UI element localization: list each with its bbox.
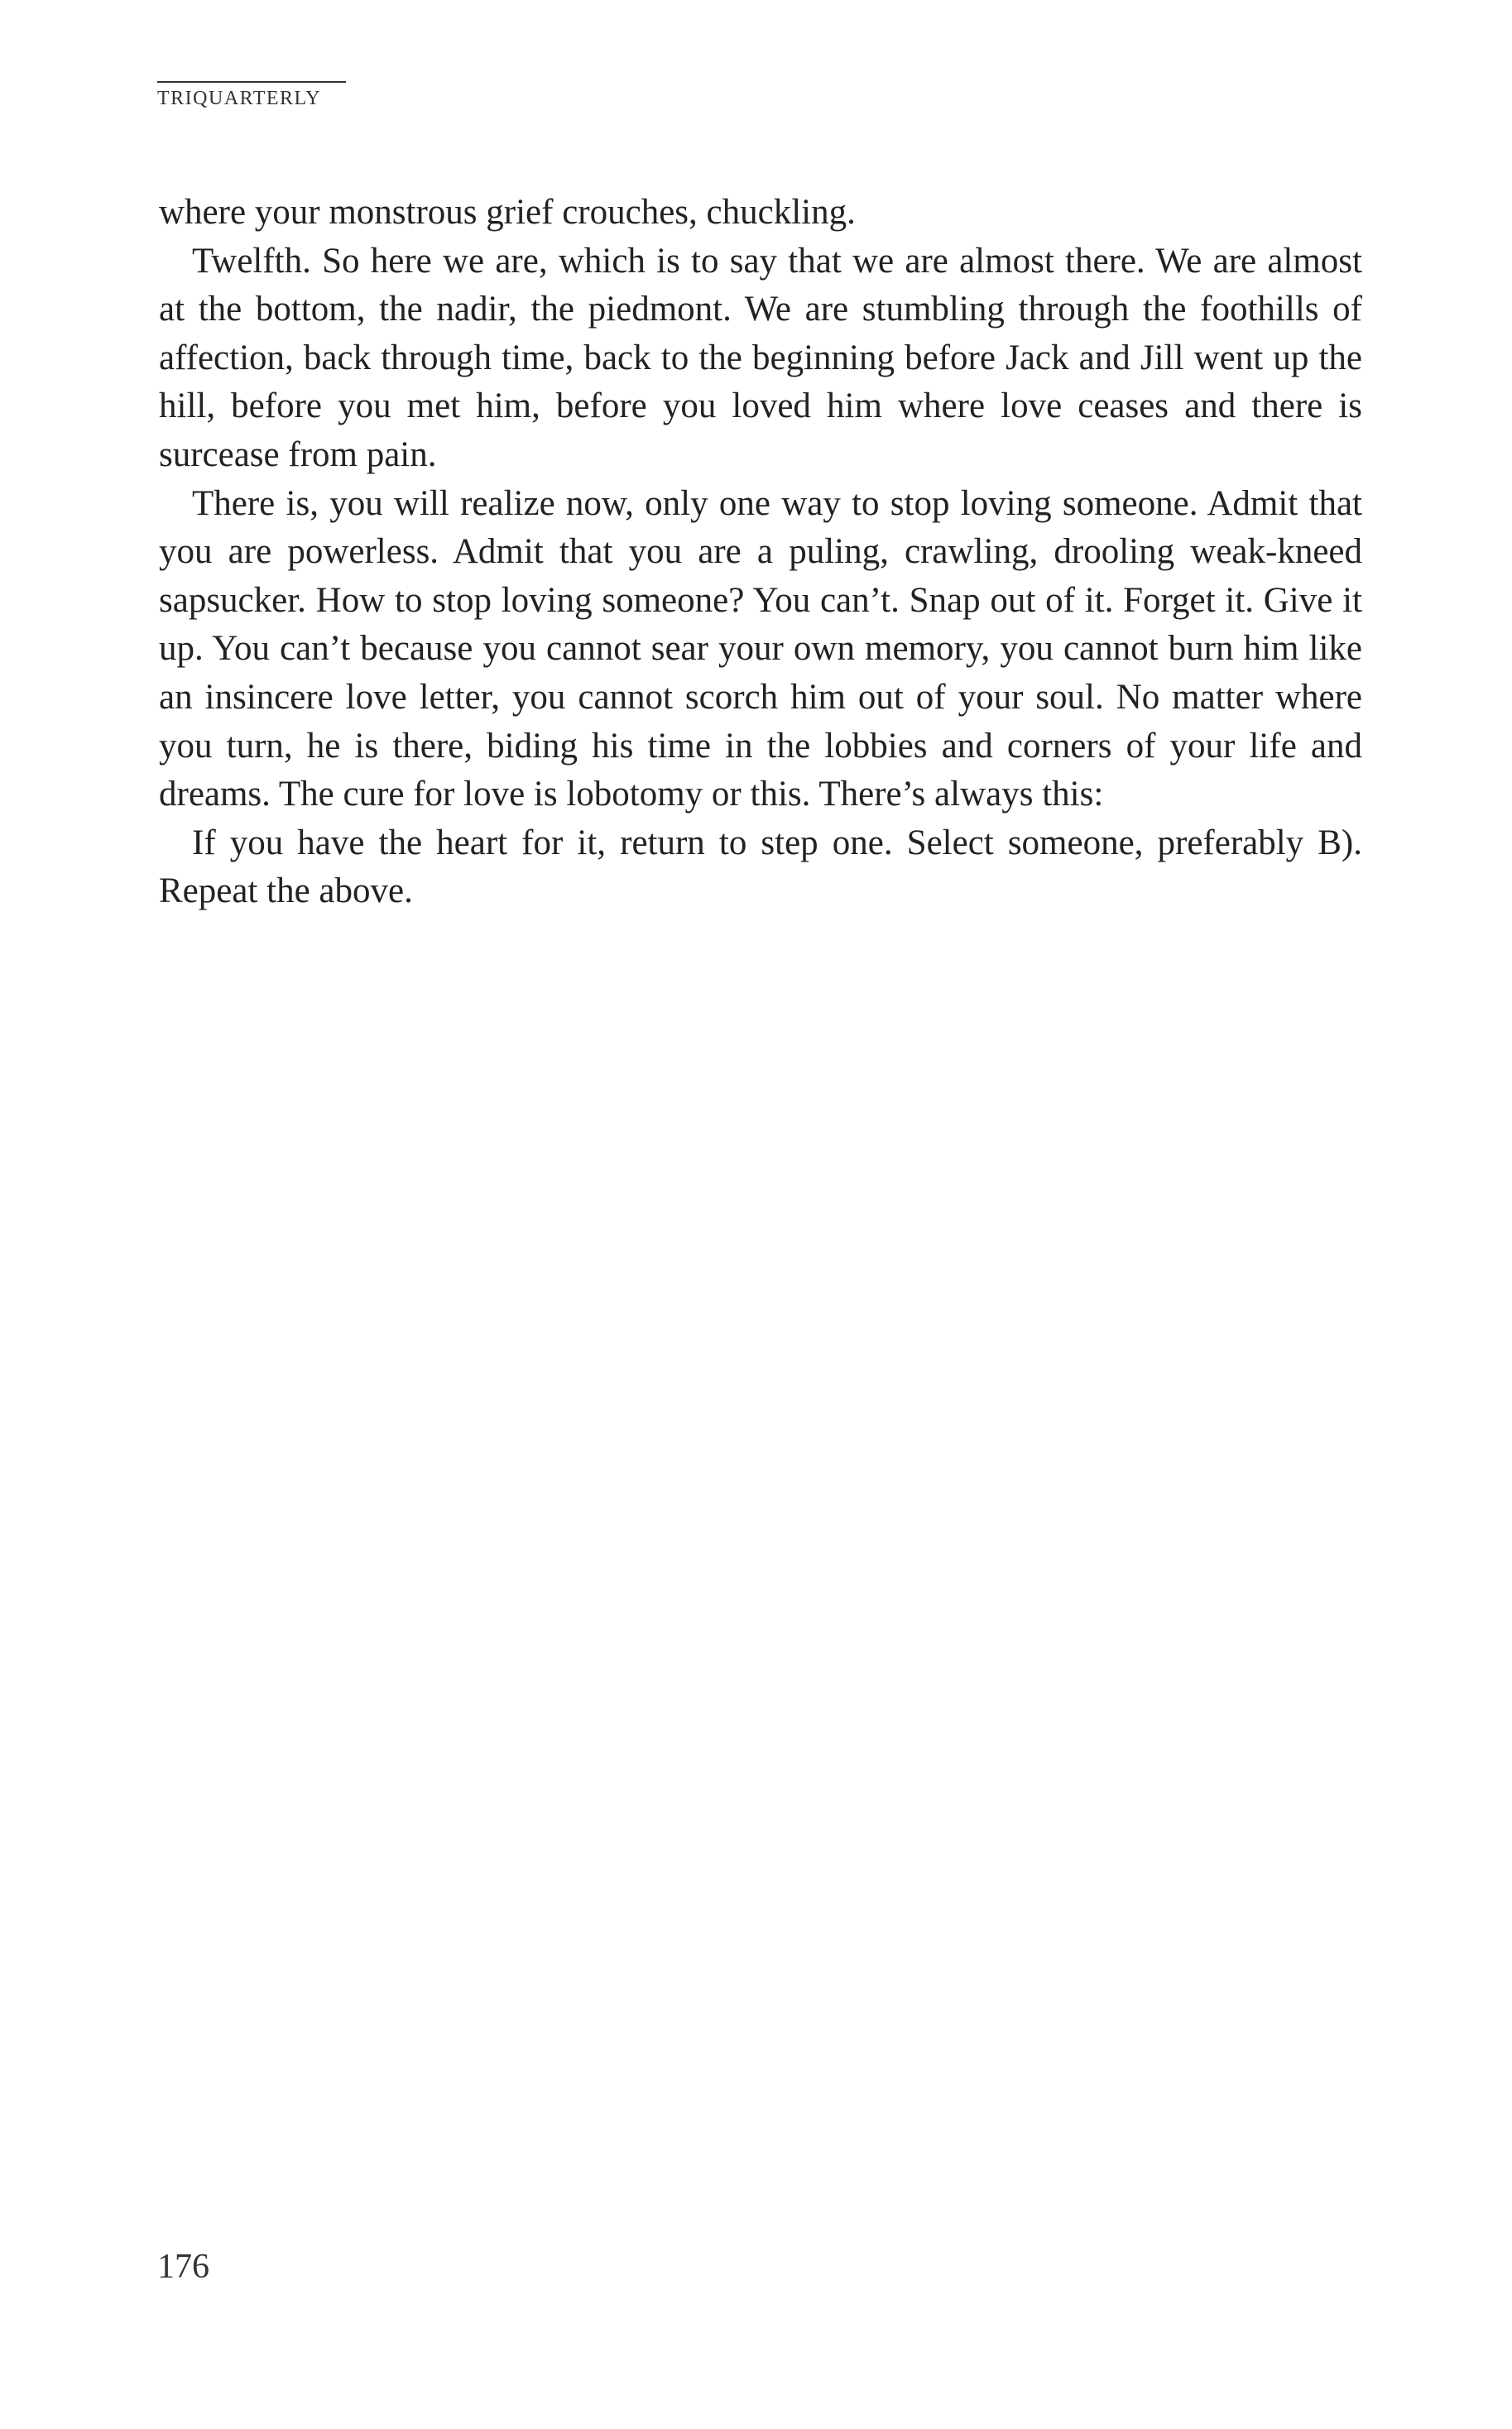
paragraph-continuation: where your monstrous grief crouches, chuckling.: [159, 193, 856, 232]
body-text: [159, 189, 1362, 916]
journal-title: TRIQUARTERLY: [157, 88, 322, 109]
paragraph-repeat: If you have the heart for it, return to step one. Select someone, preferably B). Repeat the above.: [159, 823, 1362, 911]
paragraph-stop-loving: There is, you will realize now, only one way to stop loving someone. Admit that you are powerless. Admit that you are a puling, crawling, drooling weak-kneed sapsucker. How to stop loving someone? You can’t. Snap out of it. Forget it. Give it up. You can’t because you cannot sear your own memory, you cannot burn him like an insincere love letter, you cannot scorch him out of your soul. No matter where you turn, he is there, biding his time in the lobbies and corners of your life and dreams. The cure for love is lobotomy or this. There’s always this:: [159, 483, 1362, 814]
page-number: 176: [157, 2248, 209, 2286]
header-rule: [157, 81, 346, 83]
running-head: [157, 88, 348, 110]
paragraph-twelfth: Twelfth. So here we are, which is to say that we are almost there. We are almost at the bottom, the nadir, the piedmont. We are stumbling through the foothills of affection, back through time, back to the beginning before Jack and Jill went up the hill, before you met him, before you loved him where love ceases and there is surcease from pain.: [159, 241, 1362, 474]
